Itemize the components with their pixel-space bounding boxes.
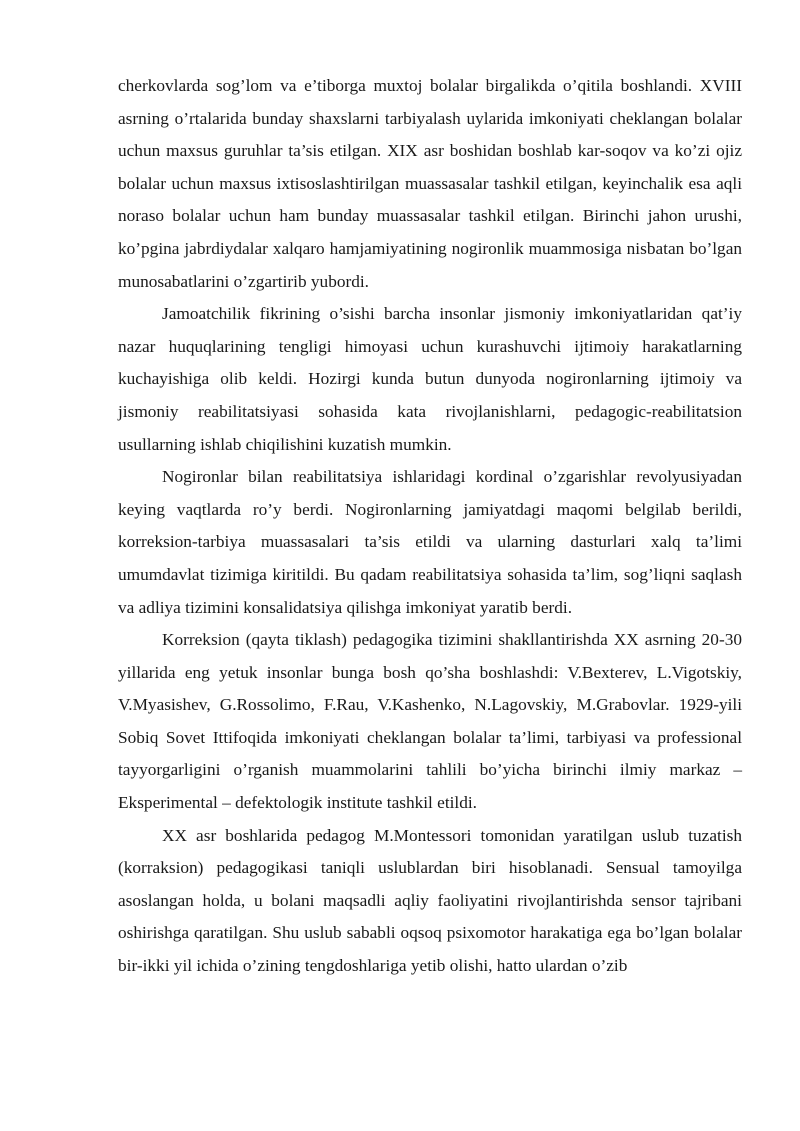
document-body bbox=[118, 70, 742, 983]
paragraph-3: Nogironlar bilan reabilitatsiya ishlaridagi kordinal o’zgarishlar revolyusiyadan keying vaqtlarda ro’y berdi. Nogironlarning jamiyatdagi maqomi belgilab berildi, korreksion-tarbiya muassasalari ta’sis etildi va ularning dasturlari xalq ta’limi umumdavlat tizimiga kiritildi. Bu qadam reabilitatsiya sohasida ta’lim, sog’liqni saqlash va adliya tizimini konsalidatsiya qilishga imkoniyat yaratib berdi. bbox=[118, 467, 742, 617]
paragraph-5: XX asr boshlarida pedagog M.Montessori tomonidan yaratilgan uslub tuzatish (korraksion) pedagogikasi taniqli uslublardan biri hisoblanadi. Sensual tamoyilga asoslangan holda, u bolani maqsadli aqliy faoliyatini rivojlantirishda sensor tajribani oshirishga qaratilgan. Shu uslub sababli oqsoq psixomotor harakatiga ega bo’lgan bolalar bir-ikki yil ichida o’zining tengdoshlariga yetib olishi, hatto ulardan o’zib bbox=[118, 825, 742, 976]
paragraph-4: Korreksion (qayta tiklash) pedagogika tizimini shakllantirishda XX asrning 20-30 yillarida eng yetuk insonlar bunga bosh qo’sha boshlashdi: V.Bexterev, L.Vigotskiy, V.Myasishev, G.Rossolimo, F.Rau, V.Kashenko, N.Lagovskiy, M.Grabovlar. 1929-yili Sobiq Sovet Ittifoqida imkoniyati cheklangan bolalar ta’limi, tarbiyasi va professional tayyorgarligini o’rganish muammolarini tahlili bo’yicha birinchi ilmiy markaz – Eksperimental – defektologik institute tashkil etildi. bbox=[118, 630, 742, 813]
paragraph-1: cherkovlarda sog’lom va e’tiborga muxtoj bolalar birgalikda o’qitila boshlandi. XVIII asrning o’rtalarida bunday shaxslarni tarbiyalash uylarida imkoniyati cheklangan bolalar uchun maxsus guruhlar ta’sis etilgan. XIX asr boshidan boshlab kar-soqov va ko’zi ojiz bolalar uchun maxsus ixtisoslashtirilgan muassasalar tashkil etilgan, keyinchalik esa aqli noraso bolalar uchun ham bunday muassasalar tashkil etilgan. Birinchi jahon urushi, ko’pgina jabrdiydalar xalqaro hamjamiyatining nogironlik muammosiga nisbatan bo’lgan munosabatlarini o’zgartirib yubordi. bbox=[118, 76, 742, 291]
paragraph-2: Jamoatchilik fikrining o’sishi barcha insonlar jismoniy imkoniyatlaridan qat’iy nazar huquqlarining tengligi himoyasi uchun kurashuvchi ijtimoiy harakatlarning kuchayishiga olib keldi. Hozirgi kunda butun dunyoda nogironlarning ijtimoiy va jismoniy reabilitatsiyasi sohasida kata rivojlanishlarni, pedagogic-reabilitatsion usullarning ishlab chiqilishini kuzatish mumkin. bbox=[118, 304, 742, 454]
